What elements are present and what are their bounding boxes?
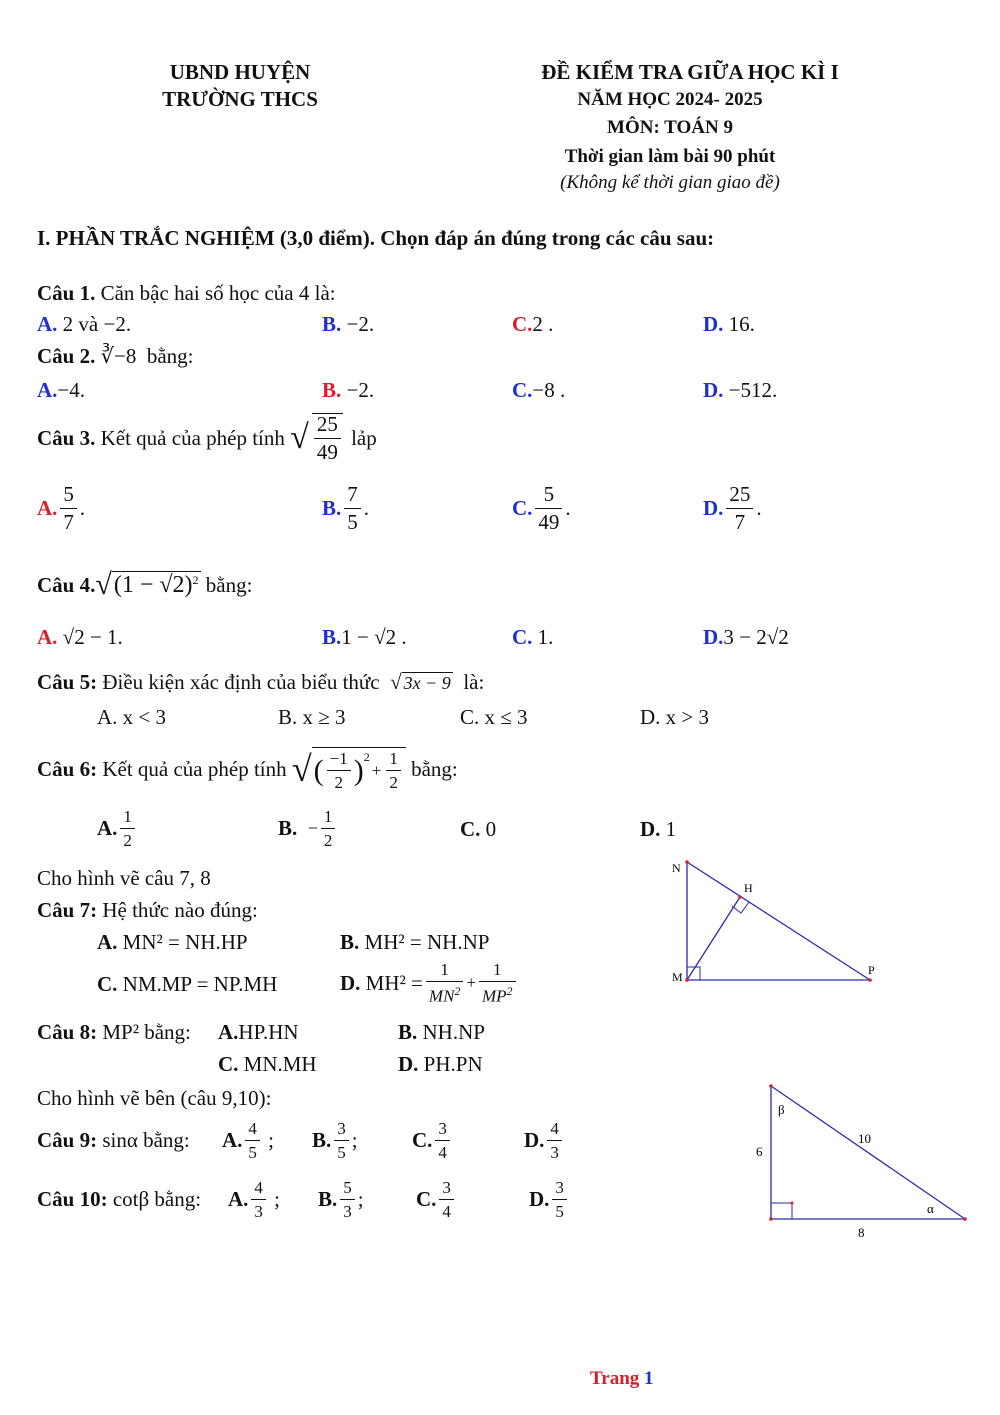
opt-letter: A. <box>37 312 58 336</box>
q1-text: Căn bậc hai số học của 4 là: <box>100 281 336 305</box>
label-alpha: α <box>927 1201 934 1216</box>
question-7 <box>37 898 258 923</box>
opt-letter: A. <box>97 816 118 840</box>
q7-intro: Cho hình vẽ câu 7, 8 <box>37 866 211 890</box>
q6-option-a[interactable] <box>97 808 138 849</box>
label-m: M <box>672 970 683 984</box>
q10-label: Câu 10: <box>37 1186 108 1211</box>
page-number: 1 <box>644 1368 654 1389</box>
opt-text: −512. <box>728 378 778 402</box>
subject: MÔN: TOÁN 9 <box>607 117 733 138</box>
opt-text: 1 <box>665 817 677 841</box>
sqrt-sign: √ <box>95 568 112 601</box>
opt-letter: A. <box>37 496 58 520</box>
point-n <box>685 860 689 864</box>
denominator: $MN^2$ <box>426 981 464 1005</box>
opt-letter: C. <box>512 496 533 520</box>
opt-letter: D. <box>398 1052 419 1076</box>
numerator: 4 <box>254 1177 263 1197</box>
q1-option-a[interactable] <box>37 312 131 337</box>
corner-mark <box>791 1202 794 1205</box>
q2-option-c[interactable] <box>512 378 565 403</box>
q8-option-c[interactable] <box>218 1052 317 1077</box>
q8-label: Câu 8: <box>37 1020 98 1044</box>
denominator: 49 <box>535 508 562 533</box>
denominator: 3 <box>547 1140 562 1161</box>
opt-text: −2. <box>346 378 375 402</box>
opt-fraction <box>251 1179 266 1220</box>
q7-option-d[interactable] <box>340 960 519 1006</box>
page-footer <box>590 1368 654 1390</box>
q2-text: bằng: <box>146 344 194 368</box>
point-h <box>738 895 742 899</box>
q9-option-c[interactable] <box>412 1116 453 1164</box>
numerator: 7 <box>347 482 358 506</box>
q3-text: Kết quả của phép tính <box>100 425 285 450</box>
opt-letter: C. <box>218 1052 239 1076</box>
q1-option-d[interactable] <box>703 312 755 337</box>
opt-fraction <box>535 484 562 533</box>
opt-letter: C. <box>512 378 533 402</box>
numerator: 1 <box>323 807 333 826</box>
q6-tail: bằng: <box>411 756 458 781</box>
numerator: 1 <box>123 807 132 826</box>
opt-fraction <box>726 484 753 533</box>
vertex-right-angle <box>769 1217 773 1221</box>
numerator: 3 <box>337 1118 346 1138</box>
q9-option-b[interactable]: B. $\frac{3}{5}$ ; <box>312 1118 358 1162</box>
opt-letter: A. <box>222 1127 243 1152</box>
figure-triangle-mnp <box>660 850 890 1000</box>
school-year: NĂM HỌC 2024- 2025 <box>577 89 763 110</box>
opt-letter: C. <box>512 312 533 336</box>
label-beta: β <box>778 1102 785 1117</box>
question-3 <box>37 408 377 468</box>
q6-text: Kết quả của phép tính <box>102 756 287 781</box>
plus-sign: + <box>371 760 382 780</box>
q7-label: Câu 7: <box>37 898 98 922</box>
opt-letter: C. <box>416 1186 437 1211</box>
exponent: 2 <box>363 750 370 764</box>
opt-fraction <box>321 808 336 849</box>
q5-expr: 3x − 9 <box>403 673 451 693</box>
question-2 <box>37 344 194 369</box>
numerator: 4 <box>248 1118 257 1138</box>
opt-text: PH.PN <box>423 1052 483 1076</box>
sqrt-sign: √ <box>290 419 309 456</box>
denominator: 5 <box>344 508 361 533</box>
opt-letter: D. <box>703 496 724 520</box>
opt-letter: C. <box>460 817 481 841</box>
denominator: 2 <box>120 828 135 849</box>
opt-fraction <box>552 1179 567 1220</box>
q5-text: Điều kiện xác định của biểu thức <box>102 670 380 694</box>
q7-option-b[interactable] <box>340 930 489 955</box>
opt-letter: B. <box>318 1186 338 1211</box>
minus-sign: − <box>307 818 318 838</box>
q2-option-a[interactable] <box>37 378 85 403</box>
q4-exponent: 2 <box>192 573 199 587</box>
q4-option-b[interactable] <box>322 625 407 650</box>
figure-right-triangle <box>740 1080 980 1245</box>
denominator: 5 <box>334 1140 349 1161</box>
q2-option-d[interactable] <box>703 378 777 403</box>
opt-fraction <box>120 808 135 849</box>
q3-option-c[interactable]: C. $\frac{5}{49}$ . <box>512 482 571 534</box>
q6-option-b[interactable] <box>278 808 338 849</box>
question-1 <box>37 281 336 306</box>
numerator: 3 <box>442 1177 451 1197</box>
denominator: 2 <box>321 828 336 849</box>
opt-fraction <box>439 1179 454 1220</box>
denominator: 4 <box>439 1199 454 1220</box>
q4-option-d[interactable] <box>703 625 789 650</box>
point-m <box>685 978 689 982</box>
denominator: 5 <box>245 1140 260 1161</box>
q6-option-c[interactable] <box>460 817 496 842</box>
denominator: 49 <box>314 438 341 463</box>
opt-letter: A. <box>37 625 58 649</box>
opt-letter: D. <box>703 378 724 402</box>
opt-fraction <box>334 1120 349 1161</box>
opt-text: MH² = NH.NP <box>364 930 490 954</box>
q5-option-a[interactable]: A. x < 3 <box>97 705 167 729</box>
paren-close: ) <box>353 753 364 787</box>
opt-fraction-2 <box>479 961 516 1005</box>
denominator: 5 <box>552 1199 567 1220</box>
opt-letter: C. <box>97 972 118 996</box>
label-h: H <box>744 881 753 895</box>
opt-fraction <box>344 484 361 533</box>
opt-letter: A. <box>218 1020 239 1044</box>
q10-option-b[interactable]: B. $\frac{5}{3}$ ; <box>318 1177 364 1221</box>
opt-text: 2 . <box>532 312 554 336</box>
page-word: Trang <box>590 1368 640 1389</box>
q6-frac1 <box>327 750 351 791</box>
q4-text: bằng: <box>205 572 253 597</box>
opt-letter: B. <box>340 930 360 954</box>
numerator: 3 <box>438 1118 447 1138</box>
sqrt-sign: √ <box>291 749 312 789</box>
q3-option-b[interactable]: B. $\frac{7}{5}$ . <box>322 482 370 534</box>
q9-option-a[interactable]: A. $\frac{4}{5}$ ; <box>222 1118 275 1162</box>
vertex-right <box>963 1217 967 1221</box>
q6-option-d[interactable] <box>640 817 676 842</box>
numerator: 3 <box>555 1177 564 1197</box>
sqrt-sign: √ <box>390 670 402 694</box>
opt-fraction <box>547 1120 562 1161</box>
numerator: −1 <box>329 749 348 768</box>
q7-option-c[interactable] <box>97 972 277 997</box>
q4-label: Câu 4. <box>37 572 96 597</box>
numerator: 5 <box>343 1177 352 1197</box>
opt-text: NH.NP <box>422 1020 485 1044</box>
exam-title: ĐỀ KIỂM TRA GIỮA HỌC KÌ I <box>541 60 839 84</box>
numerator: 4 <box>550 1118 559 1138</box>
opt-fraction-1 <box>426 961 464 1005</box>
q1-label: Câu 1. <box>37 281 96 305</box>
q1-option-b[interactable] <box>322 312 374 337</box>
opt-fraction <box>245 1120 260 1161</box>
vertex-top <box>769 1084 773 1088</box>
q8-option-b[interactable] <box>398 1020 485 1045</box>
opt-letter: B. <box>278 816 298 840</box>
q3-fraction <box>312 413 343 463</box>
q2-option-b[interactable] <box>322 378 374 403</box>
q8-text: MP² bằng: <box>102 1020 191 1044</box>
q5-label: Câu 5: <box>37 670 98 694</box>
opt-letter: A. <box>228 1186 249 1211</box>
label-side-6: 6 <box>756 1144 763 1159</box>
opt-text: 0 <box>485 817 497 841</box>
q10-text: cotβ bằng: <box>112 1186 202 1211</box>
label-p: P <box>868 963 875 977</box>
opt-letter: A. <box>97 930 118 954</box>
right-angle-h <box>732 902 749 913</box>
q2-label: Câu 2. <box>37 344 96 368</box>
question-5 <box>37 670 484 695</box>
q6-label: Câu 6: <box>37 756 98 781</box>
numerator: 1 <box>440 960 449 980</box>
q3-label: Câu 3. <box>37 425 96 450</box>
q2-expr: ∛−8 <box>100 344 137 368</box>
opt-text: −8 . <box>532 378 566 402</box>
numerator: 1 <box>493 960 502 980</box>
opt-letter: D. <box>529 1186 550 1211</box>
q6-expr <box>312 747 406 791</box>
denominator: 4 <box>435 1140 450 1161</box>
school-name: TRƯỜNG THCS <box>162 87 318 111</box>
q9-text: sinα bằng: <box>102 1127 190 1152</box>
numerator: 5 <box>63 482 74 506</box>
q9-intro: Cho hình vẽ bên (câu 9,10): <box>37 1086 272 1110</box>
opt-text: 16. <box>728 312 755 336</box>
question-4 <box>37 560 252 610</box>
opt-text: 1 − √2 . <box>341 625 407 649</box>
q10-option-d[interactable] <box>529 1175 570 1223</box>
opt-text: 2 và −2. <box>62 312 132 336</box>
opt-fraction <box>60 484 77 533</box>
denominator: 7 <box>60 508 77 533</box>
opt-letter: D. <box>340 970 361 995</box>
question-9 <box>37 1116 190 1164</box>
opt-letter: D. <box>524 1127 545 1152</box>
q5-tail: là: <box>463 670 485 694</box>
q5-option-d[interactable]: D. x > 3 <box>640 705 710 729</box>
opt-letter: D. <box>640 817 661 841</box>
plus-sign: + <box>466 973 476 992</box>
q6-frac2 <box>386 750 401 791</box>
opt-text: √2 − 1. <box>62 625 123 649</box>
question-6 <box>37 740 458 798</box>
q9-option-d[interactable] <box>524 1116 565 1164</box>
opt-fraction <box>435 1120 450 1161</box>
q3-tail: lảp <box>351 425 377 450</box>
opt-letter: C. <box>412 1127 433 1152</box>
opt-letter: C. <box>512 625 533 649</box>
q3-option-d[interactable]: D. $\frac{25}{7}$ . <box>703 482 762 534</box>
opt-letter: B. <box>398 1020 418 1044</box>
denominator: $MP^2$ <box>479 981 516 1005</box>
q4-option-c[interactable] <box>512 625 553 650</box>
q1-option-c[interactable] <box>512 312 553 337</box>
question-10 <box>37 1175 201 1223</box>
q10-option-c[interactable] <box>416 1175 457 1223</box>
q4-expr-wrap <box>112 571 201 599</box>
label-n: N <box>672 861 681 875</box>
numerator: 25 <box>729 482 751 506</box>
point-p <box>868 978 872 982</box>
opt-letter: B. <box>322 312 342 336</box>
question-8 <box>37 1020 191 1045</box>
paren-open: ( <box>313 753 324 787</box>
denominator: 7 <box>726 508 753 533</box>
opt-text: −2. <box>346 312 375 336</box>
opt-text: −4. <box>57 378 86 402</box>
q5-option-b[interactable]: B. x ≥ 3 <box>278 705 346 729</box>
opt-text: 3 − 2√2 <box>723 625 789 649</box>
side-10 <box>771 1086 965 1219</box>
opt-letter: D. <box>703 625 724 649</box>
section-title: I. PHẦN TRẮC NGHIỆM (3,0 điểm). Chọn đáp án đúng trong các câu sau: <box>37 226 715 250</box>
q9-label: Câu 9: <box>37 1127 98 1152</box>
school-district: UBND HUYỆN <box>169 60 311 84</box>
opt-text: MH² = <box>365 970 423 995</box>
denominator: 3 <box>251 1199 266 1220</box>
q4-expr: (1 − √2) <box>113 572 193 598</box>
numerator: 25 <box>316 412 338 436</box>
q5-option-c[interactable]: C. x ≤ 3 <box>460 705 528 729</box>
q4-option-a[interactable] <box>37 625 123 650</box>
opt-text: HP.HN <box>238 1020 299 1044</box>
numerator: 1 <box>389 749 398 768</box>
altitude-mh <box>687 897 740 980</box>
denominator: 2 <box>386 770 401 791</box>
q7-text: Hệ thức nào đúng: <box>102 898 258 922</box>
opt-text: MN² = NH.HP <box>122 930 248 954</box>
denominator: 3 <box>340 1199 355 1220</box>
right-angle <box>771 1203 792 1219</box>
opt-text: 1. <box>537 625 554 649</box>
opt-letter: B. <box>322 496 342 520</box>
label-side-8: 8 <box>858 1225 865 1240</box>
opt-fraction <box>340 1179 355 1220</box>
opt-letter: A. <box>37 378 58 402</box>
side-np <box>687 862 870 980</box>
opt-text: NM.MP = NP.MH <box>122 972 278 996</box>
opt-letter: B. <box>322 378 342 402</box>
opt-letter: B. <box>312 1127 332 1152</box>
numerator: 5 <box>543 482 555 506</box>
q8-option-d[interactable] <box>398 1052 483 1077</box>
opt-text: MN.MH <box>243 1052 317 1076</box>
time-note: (Không kể thời gian giao đề) <box>560 172 780 193</box>
q7-option-a[interactable] <box>97 930 248 955</box>
time-limit: Thời gian làm bài 90 phút <box>564 146 776 167</box>
opt-letter: B. <box>322 625 342 649</box>
label-side-10: 10 <box>858 1131 871 1146</box>
q3-option-a[interactable]: A. $\frac{5}{7}$ . <box>37 482 86 534</box>
q8-option-a[interactable] <box>218 1020 299 1045</box>
q10-option-a[interactable]: A. $\frac{4}{3}$ ; <box>228 1177 281 1221</box>
opt-letter: D. <box>703 312 724 336</box>
denominator: 2 <box>327 770 351 791</box>
